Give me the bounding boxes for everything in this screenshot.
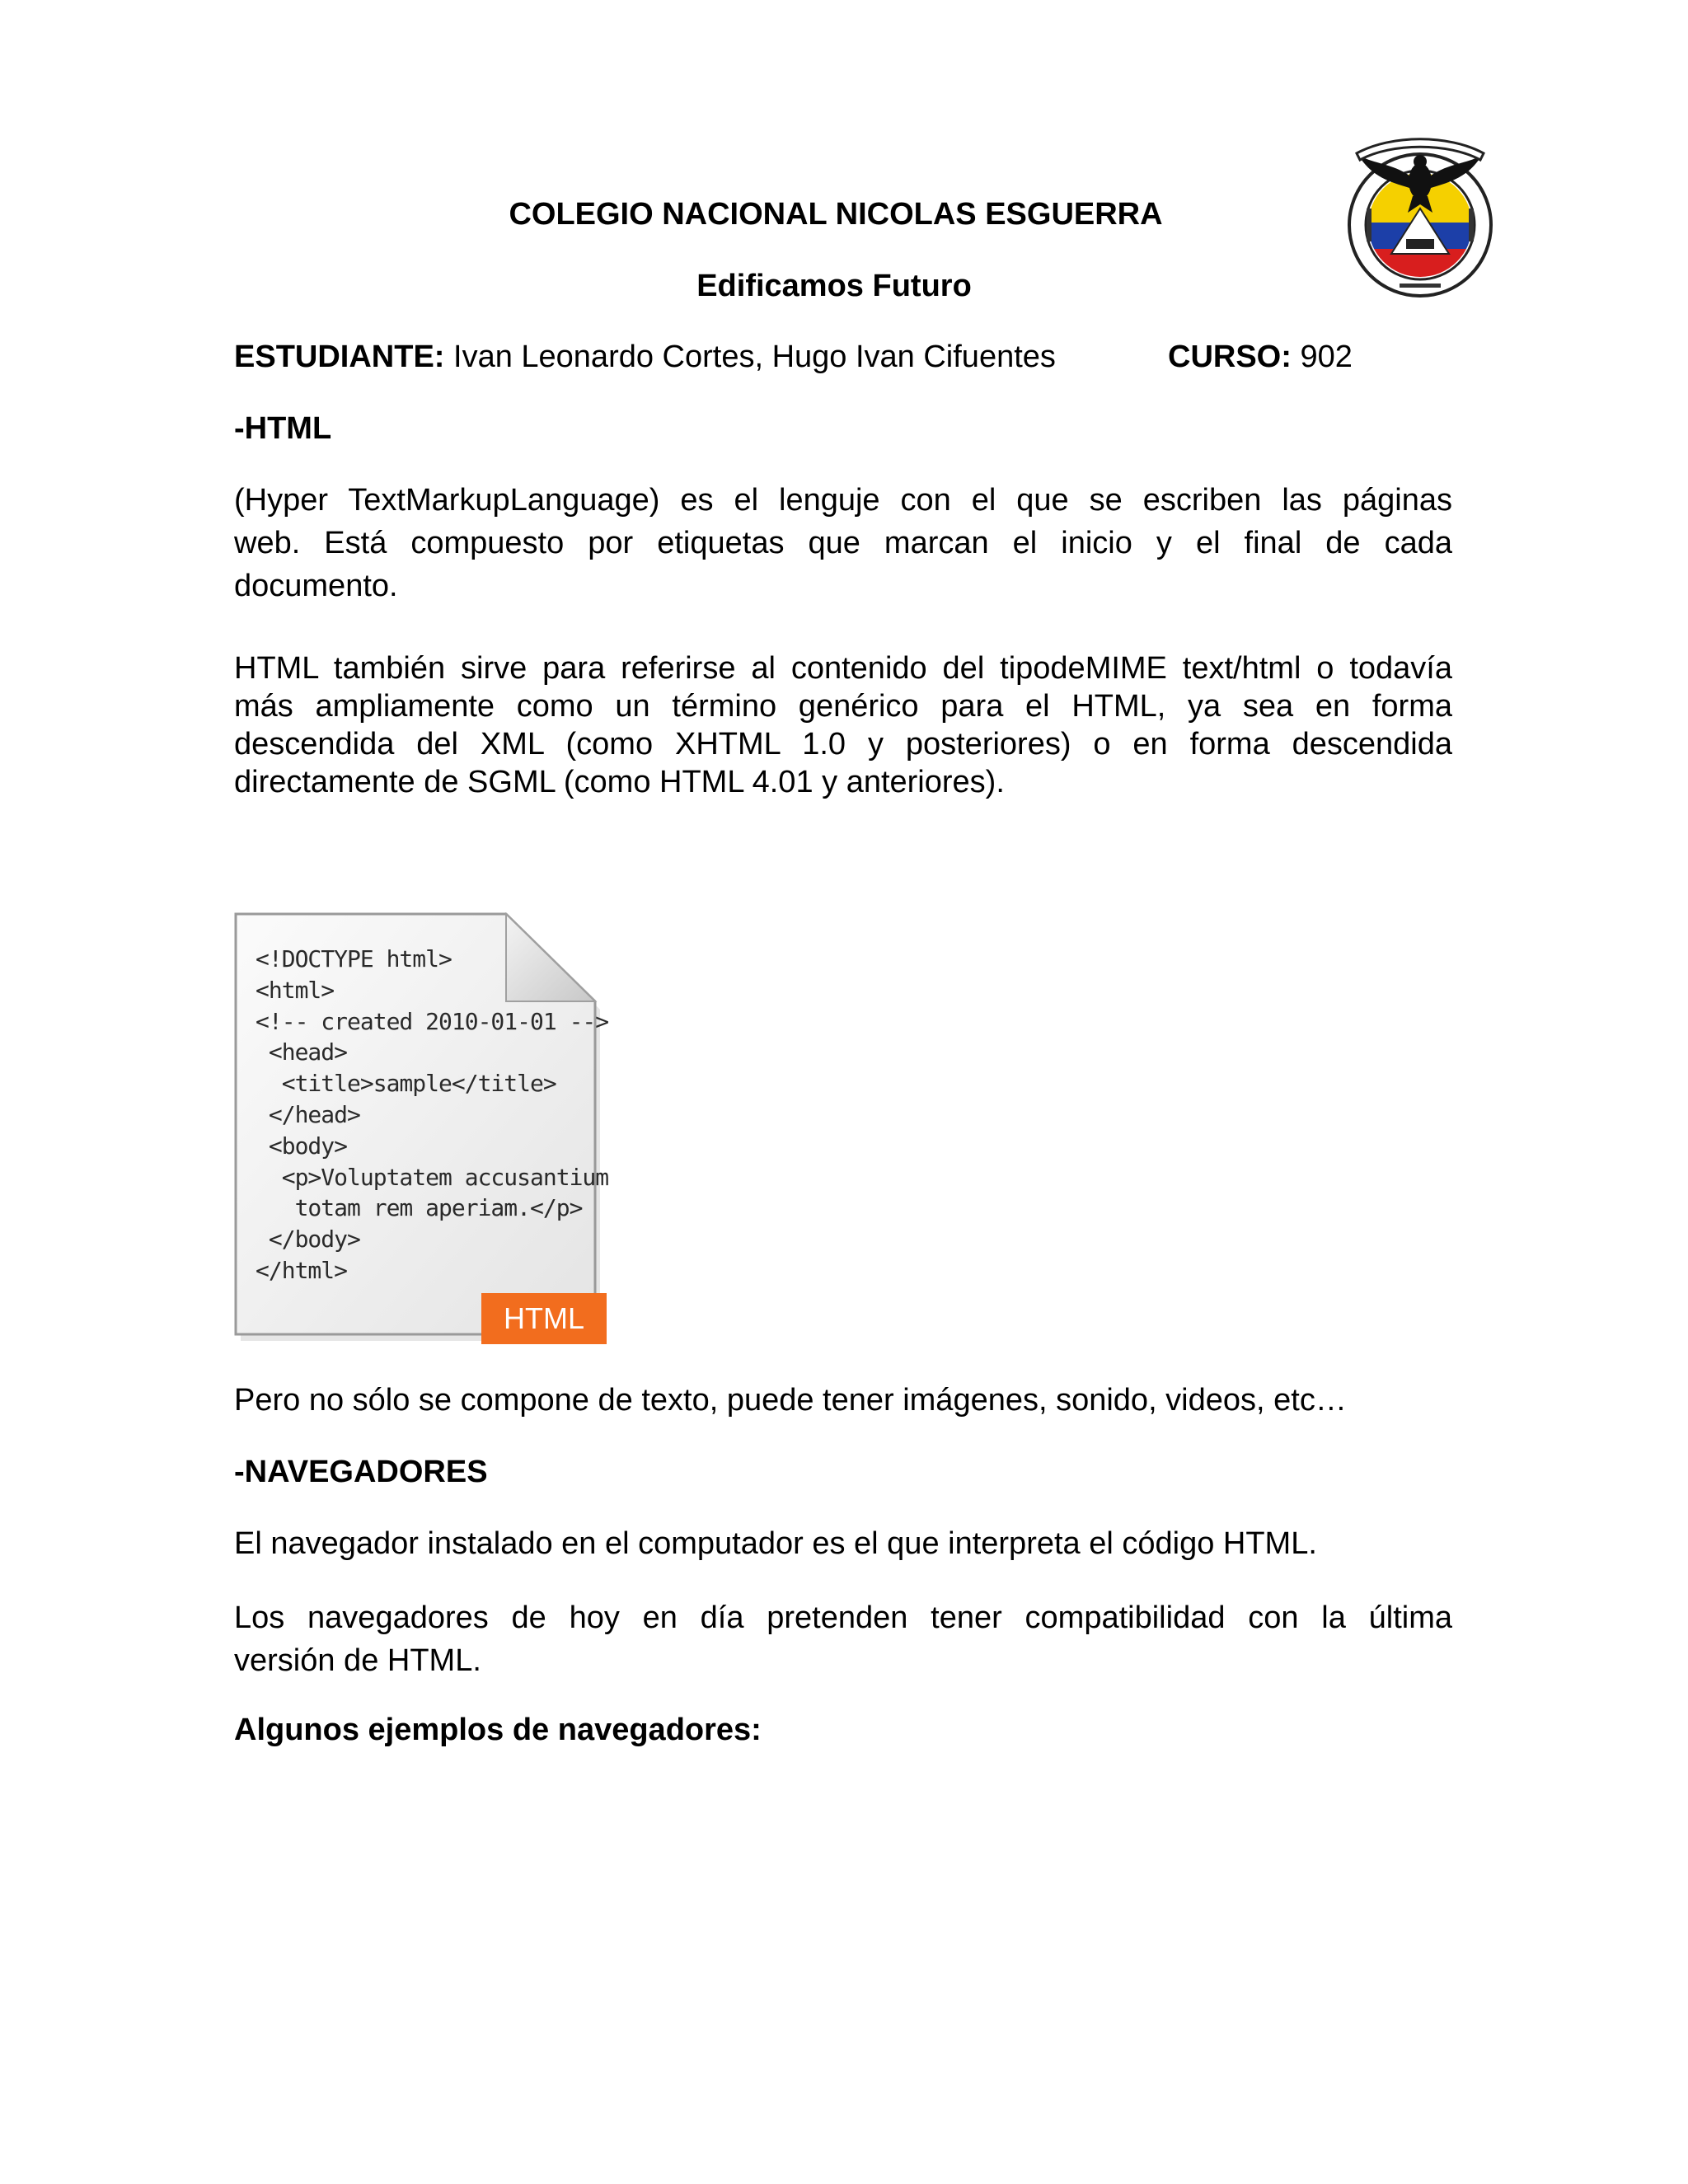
- school-motto: Edificamos Futuro: [696, 269, 972, 303]
- paragraph-line: versión de HTML.: [234, 1643, 481, 1678]
- media-sentence: Pero no sólo se compone de texto, puede tener imágenes, sonido, videos, etc…: [234, 1383, 1347, 1418]
- section-heading-browsers: -NAVEGADORES: [234, 1455, 488, 1489]
- code-line: </html>: [256, 1257, 348, 1284]
- code-line: <!DOCTYPE html>: [256, 945, 452, 972]
- paragraph-line: descendida del XML (como XHTML 1.0 y posteriores) o en forma descendida: [234, 727, 1452, 762]
- student-line: [234, 339, 1056, 375]
- paragraph-line: Los navegadores de hoy en día pretenden tener compatibilidad con la última: [234, 1601, 1452, 1635]
- course-line: [1168, 339, 1353, 375]
- html-code-document-image: [234, 912, 608, 1349]
- code-line: </body>: [256, 1226, 360, 1253]
- code-line: </head>: [256, 1101, 360, 1128]
- paragraph-line: HTML también sirve para referirse al contenido del tipodeMIME text/html o todavía: [234, 651, 1452, 686]
- paragraph-line: web. Está compuesto por etiquetas que marcan el inicio y el final de cada: [234, 526, 1452, 560]
- code-line: <!-- created 2010-01-01 -->: [256, 1008, 609, 1035]
- paragraph-line: directamente de SGML (como HTML 4.01 y anteriores).: [234, 765, 1005, 799]
- paragraph-line: documento.: [234, 569, 398, 603]
- browsers-paragraph-2: [234, 1596, 1452, 1682]
- browsers-examples-heading: Algunos ejemplos de navegadores:: [234, 1713, 762, 1747]
- html-tag-badge: HTML: [481, 1293, 607, 1344]
- course-value: 902: [1300, 340, 1353, 374]
- section-heading-html: -HTML: [234, 411, 332, 446]
- student-value: Ivan Leonardo Cortes, Hugo Ivan Cifuentes: [453, 340, 1056, 374]
- course-label: CURSO:: [1168, 340, 1292, 374]
- code-line: <title>sample</title>: [256, 1070, 556, 1097]
- code-line: <p>Voluptatem accusantium: [256, 1164, 609, 1191]
- browsers-paragraph-1: El navegador instalado en el computador es el que interpreta el código HTML.: [234, 1526, 1317, 1561]
- code-line: <body>: [256, 1132, 348, 1160]
- html-paragraph-1: [234, 479, 1452, 607]
- paragraph-line: (Hyper TextMarkupLanguage) es el lenguje con el que se escriben las páginas: [234, 483, 1452, 518]
- html-paragraph-2: [234, 649, 1452, 801]
- code-line: totam rem aperiam.</p>: [256, 1194, 583, 1221]
- student-label: ESTUDIANTE:: [234, 340, 445, 374]
- school-name: COLEGIO NACIONAL NICOLAS ESGUERRA: [509, 197, 1163, 232]
- code-line: <html>: [256, 977, 335, 1004]
- paragraph-line: más ampliamente como un término genérico para el HTML, ya sea en forma: [234, 689, 1452, 724]
- code-line: <head>: [256, 1038, 348, 1066]
